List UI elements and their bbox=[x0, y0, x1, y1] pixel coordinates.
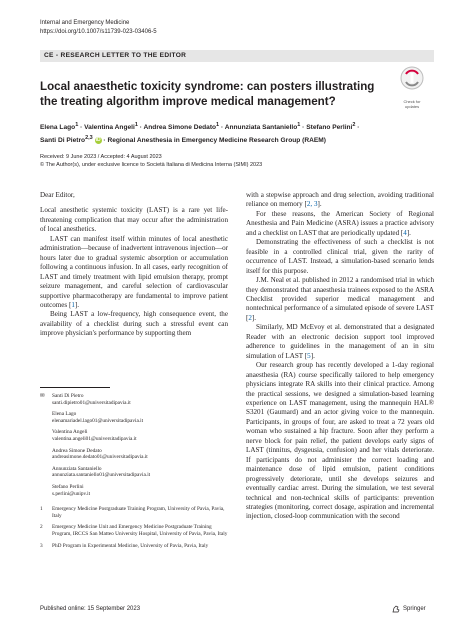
salutation: Dear Editor, bbox=[40, 191, 75, 199]
affiliation-entry bbox=[40, 543, 230, 550]
author-name[interactable]: Annunziata Santaniello bbox=[224, 124, 298, 132]
correspondence-entry bbox=[40, 411, 230, 424]
correspondence-entry bbox=[40, 429, 230, 442]
badge-line2: updates bbox=[404, 104, 420, 109]
author-affiliation-mark: 1 bbox=[75, 122, 79, 128]
correspondent-email[interactable]: s.perlini@unipv.it bbox=[52, 490, 91, 497]
author-name[interactable]: Stefano Perlini bbox=[306, 124, 353, 132]
body-paragraph: For these reasons, the American Society of Regional Anesthesia and Pain Medicine (ASRA) issues a practice advisory and a checklist on LAST that are periodically updated [4]. bbox=[246, 209, 434, 237]
correspondent-name: Andrea Simone Dedato bbox=[52, 447, 102, 454]
affiliation-mark: 3 bbox=[40, 542, 43, 549]
update-circle-icon bbox=[394, 64, 430, 94]
citation-link[interactable]: 2, 3 bbox=[306, 200, 318, 209]
springer-horse-icon bbox=[392, 605, 400, 613]
author-separator: · bbox=[219, 124, 225, 132]
body-paragraph: Local anesthetic systemic toxicity (LAST) is a rare yet life-threatening complication that may occur after the administration of local anesthetics. bbox=[40, 206, 228, 234]
citation-link[interactable]: 4 bbox=[403, 228, 407, 237]
badge-line1: Check for bbox=[403, 99, 421, 104]
author-name[interactable]: Elena Lago bbox=[40, 124, 76, 132]
affiliation-mark: 2 bbox=[40, 524, 43, 531]
citation-link[interactable]: 5 bbox=[307, 351, 311, 360]
article-title: Local anaesthetic toxicity syndrome: can posters illustrating the treating algorithm improve medical management? bbox=[40, 80, 375, 108]
body-paragraph: Our research group has recently developed a 1-day regional anaesthesia (RA) course specifically tailored to help emergency physicians integrate RA skills into their clinical practice. Among the practical sessions, we designed a simulation-based learning experience on LAST management, using the mannequin HAL® S3201 (Gaumard) and an actor giving voice to the mannequin. Participants, in groups of four, are asked to treat a 72 years old woman who sustained a hip fracture. Soon after they perform a nerve block for pain relief, the patient develops early signs of LAST (tinnitus, dysgeusia, confusion) and her vitals deteriorate. If participants do not administer the correct loading and maintenance dose of lipid emulsion, patient conditions progressively deteriorate, until she develops seizures and eventually cardiac arrest. During the simulation, we test several technical and non-technical skills of participants: prevention strategies (monitoring, correct dosage, aspiration and incremental injection, closed-loop communication with the second bbox=[246, 361, 434, 521]
author-group: · Regional Anesthesia in Emergency Medicine Research Group (RAEM) bbox=[101, 137, 326, 145]
body-paragraph: LAST can manifest itself within minutes of local anesthetic administration—because of inadvertent intravenous injection—or hours later due to gradual systemic absorption or accumulation following a continuous infusion. In all cases, early recognition of LAST and timely treatment with lipid emulsion therapy, prompt seizure management, and careful selection of cardiovascular supportive pharmacotherapy are fundamental to improve patient outcomes [1]. bbox=[40, 234, 228, 309]
correspondent-name: Stefano Perlini bbox=[52, 483, 84, 490]
correspondent-email[interactable]: elenamariadel.lago01@universitadipavia.it bbox=[52, 417, 144, 424]
author-affiliation-mark: 1 bbox=[216, 122, 220, 128]
body-paragraph: Similarly, MD McEvoy et al. demonstrated that a designated Reader with an electronic decision support tool improved adherence to guidelines in the management of an in situ simulation of LAST [5]. bbox=[246, 323, 434, 360]
published-online: Published online: 15 September 2023 bbox=[40, 606, 141, 612]
check-for-updates-badge[interactable] bbox=[394, 64, 430, 108]
author-affiliation-mark: 1 bbox=[134, 122, 138, 128]
correspondent-email[interactable]: santi.dipietro01@universitadipavia.it bbox=[52, 399, 131, 406]
correspondent-email[interactable]: annunziata.santaniello01@universitadipavia.it bbox=[52, 472, 151, 479]
affiliation-entry bbox=[40, 524, 230, 537]
correspondent-name: Elena Lago bbox=[52, 411, 77, 418]
correspondence-entry bbox=[40, 448, 230, 461]
author-name[interactable]: Andrea Simone Dedato bbox=[143, 124, 217, 132]
author-name[interactable]: Santi Di Pietro bbox=[40, 137, 86, 145]
correspondence-entry bbox=[40, 466, 230, 479]
correspondent-email[interactable]: valentina.angeli01@universitadipavia.it bbox=[52, 435, 137, 442]
envelope-icon: ✉ bbox=[40, 393, 45, 399]
author-separator: · bbox=[355, 124, 360, 132]
author-separator: · bbox=[78, 124, 85, 132]
left-column-body bbox=[40, 191, 228, 339]
body-paragraph: J.M. Neal et al. published in 2012 a randomised trial in which they demonstrated that anaesthesia trainees exposed to the ASRA Checklist provided superior medical management and nontechnical performance of a simulated episode of severe LAST [2]. bbox=[246, 276, 434, 322]
publisher-name: Springer bbox=[403, 606, 426, 612]
correspondence-entry bbox=[40, 484, 230, 497]
author-name[interactable]: Valentina Angeli bbox=[84, 124, 135, 132]
received-accepted-dates: Received: 9 June 2023 / Accepted: 4 August 2023 bbox=[40, 154, 162, 160]
footnote-rule bbox=[40, 387, 110, 388]
body-paragraph: Demonstrating the effectiveness of such a checklist is not feasible in a controlled clinical trial, given the rarity of occurrence of LAST. Instead, a simulation-based scenario lends itself for this purpose. bbox=[246, 238, 434, 275]
journal-name: Internal and Emergency Medicine bbox=[40, 20, 130, 26]
copyright-line: © The Author(s), under exclusive licence to Società Italiana di Medicina Interna (SIMI) 2023 bbox=[40, 162, 263, 168]
section-band bbox=[40, 50, 434, 62]
orcid-icon[interactable]: iD bbox=[95, 137, 101, 144]
author-separator: · bbox=[300, 124, 307, 132]
correspondence-block bbox=[40, 393, 230, 554]
publisher-logo bbox=[392, 605, 426, 613]
author-affiliation-mark: 2 bbox=[352, 122, 356, 128]
affiliation-entry bbox=[40, 506, 230, 519]
author-list bbox=[40, 120, 434, 146]
correspondent-name: Valentina Angeli bbox=[52, 429, 88, 436]
doi-link[interactable]: https://doi.org/10.1007/s11739-023-03406-5 bbox=[40, 29, 157, 35]
correspondence-entry bbox=[40, 393, 230, 406]
citation-link[interactable]: 2 bbox=[248, 313, 252, 322]
citation-link[interactable]: 1 bbox=[71, 300, 75, 309]
correspondent-name: Santi Di Pietro bbox=[52, 393, 84, 399]
correspondent-name: Annunziata Santaniello bbox=[52, 465, 102, 472]
author-affiliation-mark: 1 bbox=[297, 122, 301, 128]
affiliation-text: PhD Program in Experimental Medicine, University of Pavia, Pavia, Italy bbox=[52, 542, 209, 549]
body-paragraph: with a stepwise approach and drug selection, avoiding traditional reliance on memory [2, 3]. bbox=[246, 191, 434, 209]
section-label: CE - RESEARCH LETTER TO THE EDITOR bbox=[44, 52, 187, 59]
author-affiliation-mark: 2,3 bbox=[85, 135, 93, 142]
author-separator: · bbox=[137, 124, 144, 132]
affiliation-text: Emergency Medicine Unit and Emergency Medicine Postgraduate Training Program, IRCCS San Matteo University Hospital, University of Pavia, Pavia, Italy bbox=[52, 524, 228, 537]
correspondent-email[interactable]: andreasimone.dedato01@universitadipavia.it bbox=[52, 454, 148, 461]
affiliation-text: Emergency Medicine Postgraduate Training Program, University of Pavia, Pavia, Italy bbox=[52, 506, 225, 519]
right-column-body bbox=[246, 191, 434, 522]
body-paragraph: Being LAST a low-frequency, high consequence event, the availability of a checklist during such a stressful event can improve physician's performance by supporting them bbox=[40, 310, 228, 338]
affiliation-mark: 1 bbox=[40, 506, 43, 513]
